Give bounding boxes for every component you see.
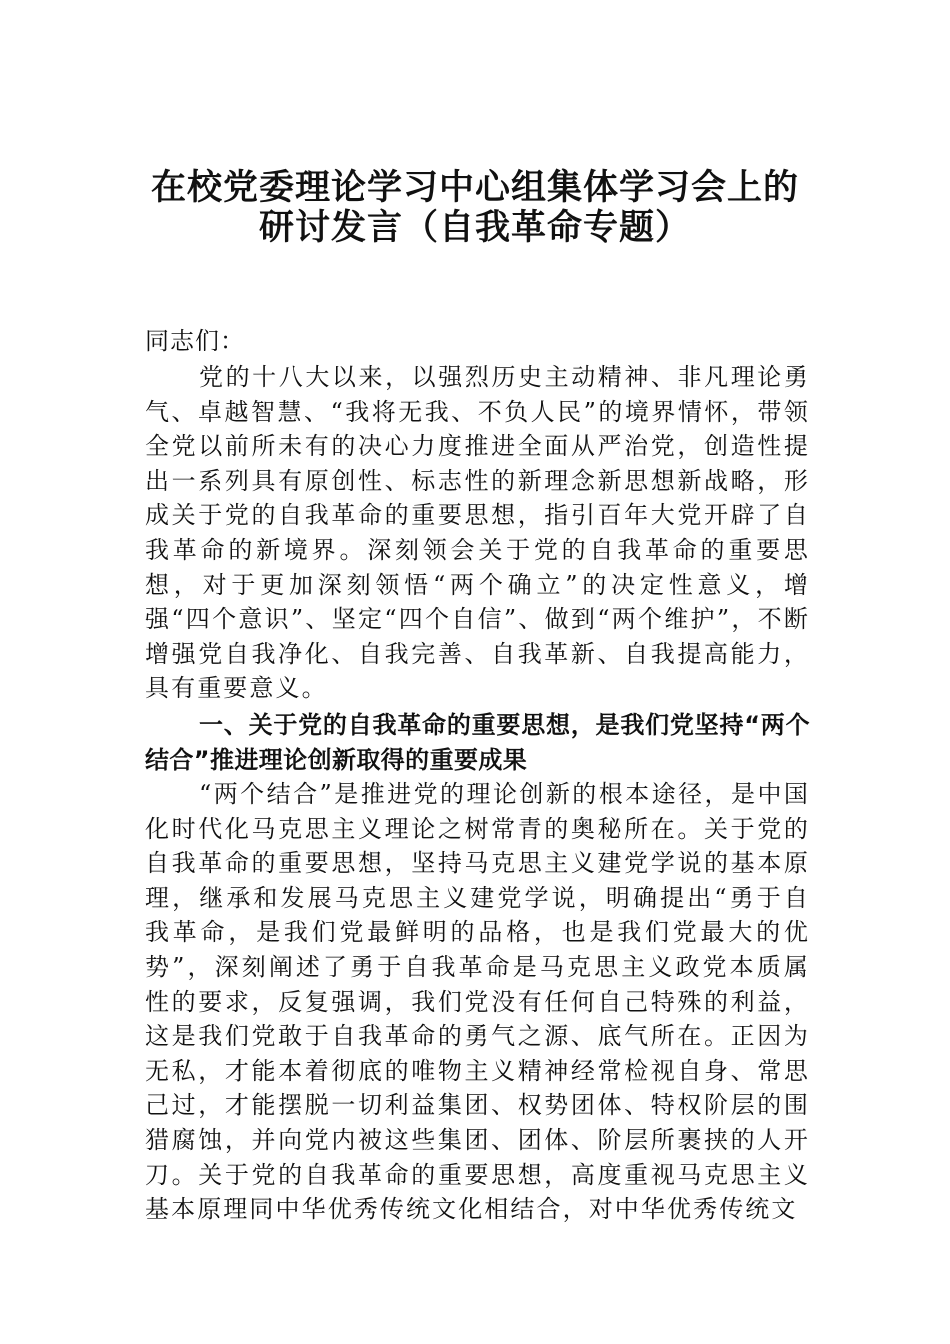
- document-title-line-1: 在校党委理论学习中心组集体学习会上的: [150, 167, 799, 208]
- paragraph-1: 党的十八大以来，以强烈历史主动精神、非凡理论勇气、卓越智慧、“我将无我、不负人民”的境界情怀，带领全党以前所未有的决心力度推进全面从严治党，创造性提出一系列具有原创性、标志性的新理念新思想新战略，形成关于党的自我革命的重要思想，指引百年大党开辟了自我革命的新境界。深刻领会关于党的自我革命的重要思想，对于更加深刻领悟“两个确立”的决定性意义，增强“四个意识”、坚定“四个自信”、做到“两个维护”，不断增强党自我净化、自我完善、自我革新、自我提高能力，具有重要意义。: [145, 363, 810, 703]
- salutation: 同志们：: [145, 327, 245, 355]
- paragraph-2: “两个结合”是推进党的理论创新的根本途径，是中国化时代化马克思主义理论之树常青的奥秘所在。关于党的自我革命的重要思想，坚持马克思主义建党学说的基本原理，继承和发展马克思主义建党学说，明确提出“勇于自我革命，是我们党最鲜明的品格，也是我们党最大的优势”，深刻阐述了勇于自我革命是马克思主义政党本质属性的要求，反复强调，我们党没有任何自己特殊的利益，这是我们党敢于自我革命的勇气之源、底气所在。正因为无私，才能本着彻底的唯物主义精神经常检视自身、常思己过，才能摆脱一切利益集团、权势团体、特权阶层的围猎腐蚀，并向党内被这些集团、团体、阶层所裹挟的人开刀。关于党的自我革命的重要思想，高度重视马克思主义基本原理同中华优秀传统文化相结合，对中华优秀传统文: [145, 780, 810, 1224]
- document-title-line-2: 研讨发言（自我革命专题）: [258, 207, 691, 248]
- section-heading-1: 一、关于党的自我革命的重要思想，是我们党坚持“两个结合”推进理论创新取得的重要成果: [145, 711, 810, 774]
